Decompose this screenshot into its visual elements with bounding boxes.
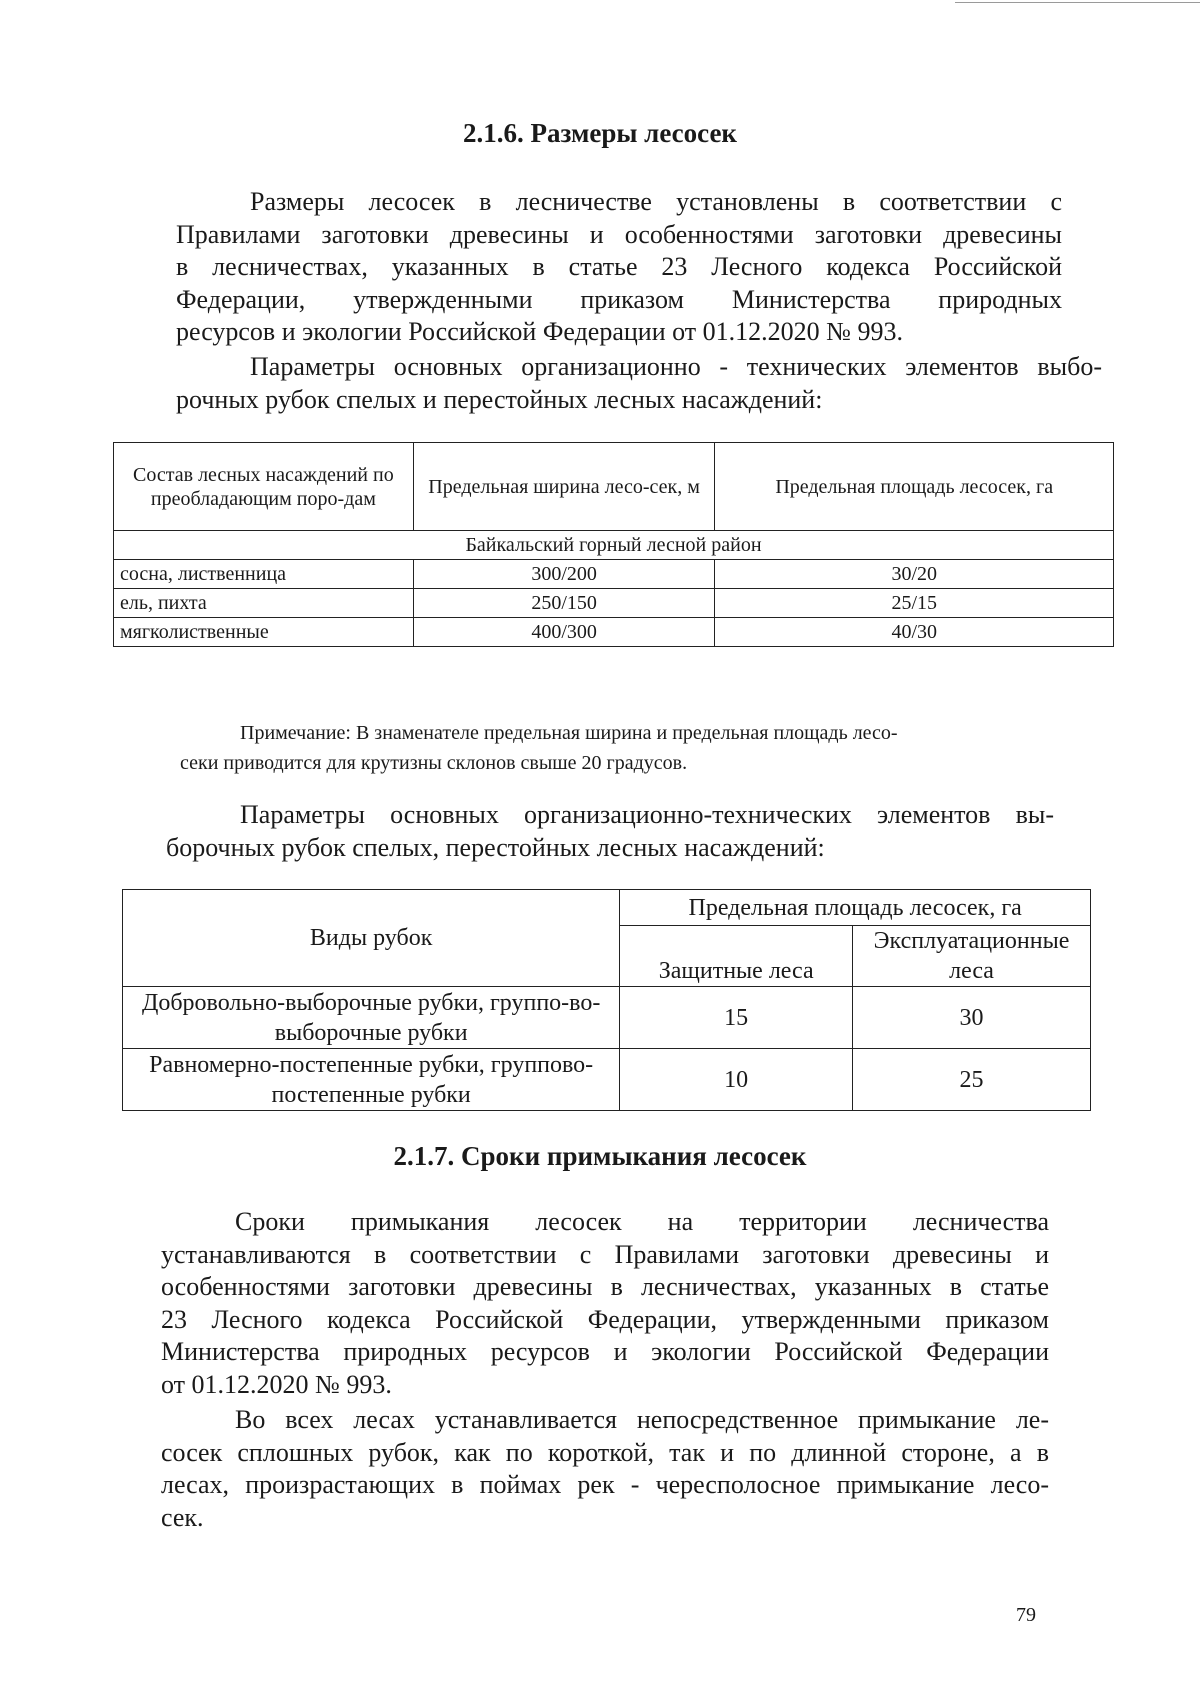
cell-area: 40/30 (715, 618, 1114, 647)
paragraph-line: сек. (161, 1502, 204, 1532)
table1-note (180, 718, 1038, 778)
header-cutting-type: Виды рубок (123, 890, 620, 987)
header-max-width: Предельная ширина лесо-сек, м (413, 443, 715, 531)
cell-protective: 15 (620, 987, 853, 1049)
paragraph-line: устанавливаются в соответствии с Правилами заготовки древесины и (161, 1239, 1049, 1269)
section-heading-2-1-7: 2.1.7. Сроки примыкания лесосек (393, 1141, 807, 1171)
table-row (114, 618, 1114, 647)
cell-protective: 10 (620, 1049, 853, 1111)
cell-width: 400/300 (413, 618, 715, 647)
paragraph-line: Сроки примыкания лесосек на территории лесничества (235, 1207, 1049, 1236)
paragraph-line: Параметры основных организационно - технических элементов выбо- (250, 352, 1102, 381)
paragraph-forest-plot-sizes (176, 186, 1062, 349)
table-row (114, 560, 1114, 589)
paragraph-adjacency-rules (161, 1404, 1049, 1534)
table-header-row (114, 443, 1114, 531)
header-protective-forests: Защитные леса (620, 926, 853, 987)
paragraph-line: Правилами заготовки древесины и особенностями заготовки древесины (176, 219, 1062, 249)
paragraph-line: Министерства природных ресурсов и экологии Российской Федерации (161, 1337, 1049, 1366)
section-heading-2-1-6: 2.1.6. Размеры лесосек (463, 118, 737, 148)
paragraph-line: 23 Лесного кодекса Российской Федерации, утвержденными приказом (161, 1304, 1049, 1334)
cell-composition: ель, пихта (114, 589, 414, 618)
paragraph-line: особенностями заготовки древесины в лесничествах, указанных в статье (161, 1272, 1049, 1301)
cell-composition: мягколиственные (114, 618, 414, 647)
cell-exploitation: 30 (853, 987, 1091, 1049)
paragraph-line: лесах, произрастающих в поймах рек - чересполосное примыкание лесо- (161, 1470, 1049, 1499)
cell-width: 300/200 (413, 560, 715, 589)
paragraph-line: борочных рубок спелых, перестойных лесных насаждений: (166, 832, 825, 862)
paragraph-adjacency-terms (161, 1206, 1049, 1401)
paragraph-line: в лесничествах, указанных в статье 23 Лесного кодекса Российской (176, 252, 1062, 281)
paragraph-line: Размеры лесосек в лесничестве установлены в соответствии с (250, 187, 1062, 216)
cell-composition: сосна, лиственница (114, 560, 414, 589)
paragraph-line: Федерации, утвержденными приказом Министерства природных (176, 284, 1062, 314)
header-area-group: Предельная площадь лесосек, га (620, 890, 1091, 926)
table-region-row (114, 531, 1114, 560)
note-line: Примечание: В знаменателе предельная ширина и предельная площадь лесо- (240, 722, 898, 744)
header-composition: Состав лесных насаждений по преобладающим поро-дам (114, 443, 414, 531)
cell-area: 30/20 (715, 560, 1114, 589)
header-max-area: Предельная площадь лесосек, га (715, 443, 1114, 531)
paragraph-line: Параметры основных организационно-технических элементов вы- (240, 800, 1054, 829)
page-number: 79 (1016, 1604, 1036, 1626)
table-row (123, 1049, 1091, 1111)
paragraph-line: сосек сплошных рубок, как по короткой, так и по длинной стороне, а в (161, 1437, 1049, 1467)
paragraph-line: Во всех лесах устанавливается непосредственное примыкание ле- (235, 1405, 1049, 1434)
paragraph-table1-intro (176, 351, 1102, 416)
cutting-types-table (122, 889, 1091, 1111)
paragraph-line: ресурсов и экологии Российской Федерации от 01.12.2020 № 993. (176, 317, 903, 346)
cell-area: 25/15 (715, 589, 1114, 618)
header-exploitation-forests: Эксплуатационные леса (853, 926, 1091, 987)
paragraph-line: от 01.12.2020 № 993. (161, 1369, 392, 1399)
note-line: секи приводится для крутизны склонов свыше 20 градусов. (180, 752, 688, 774)
cell-width: 250/150 (413, 589, 715, 618)
cell-cutting-type: Равномерно-постепенные рубки, группово-постепенные рубки (123, 1049, 620, 1111)
table-header-row (123, 890, 1091, 926)
scan-edge-line (955, 2, 1200, 3)
forest-plot-limits-table (113, 442, 1114, 647)
table-row (114, 589, 1114, 618)
cell-exploitation: 25 (853, 1049, 1091, 1111)
cell-cutting-type: Добровольно-выборочные рубки, группо-во-выборочные рубки (123, 987, 620, 1049)
paragraph-line: рочных рубок спелых и перестойных лесных насаждений: (176, 384, 823, 414)
region-label: Байкальский горный лесной район (114, 531, 1114, 560)
table-row (123, 987, 1091, 1049)
paragraph-table2-intro (166, 799, 1054, 864)
